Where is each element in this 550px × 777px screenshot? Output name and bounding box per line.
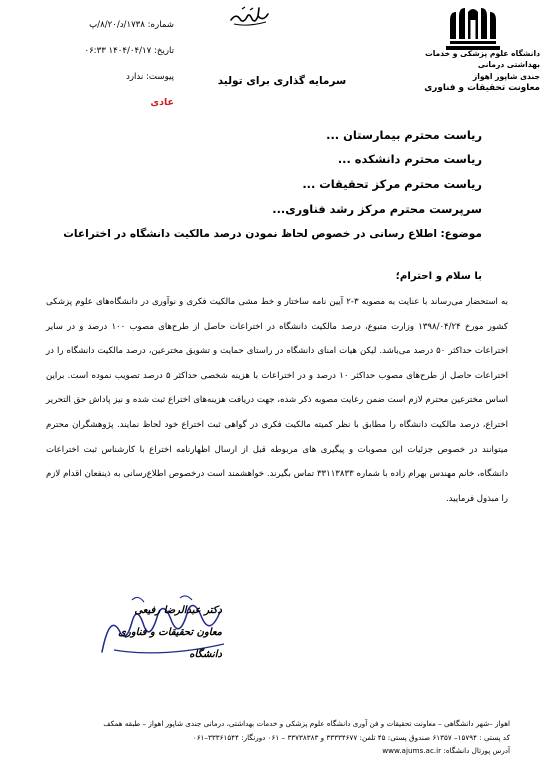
subject-text: اطلاع رسانی در خصوص لحاظ نمودن درصد مالکیت دانشگاه در اختراعات	[63, 228, 438, 240]
number-label: شماره:	[147, 20, 174, 30]
number-value: ۱۷۳۸/د/۸/۲۰/پ	[89, 20, 145, 30]
letter-attachment	[44, 64, 174, 90]
subject-label: موضوع:	[440, 228, 482, 240]
university-name-line2: جندی شاپور اهواز	[472, 71, 540, 81]
signatory-name: دکتر عبدالرضا رفیعی	[134, 605, 222, 616]
attachment-value: ندارد	[126, 72, 144, 82]
letter-date	[44, 38, 174, 64]
urgency-label: عادی	[150, 97, 174, 108]
recipient-line: ریاست محترم مرکز تحقیقات ...	[302, 177, 482, 191]
signatory-title: معاون تحقیقات و فناوری دانشگاه	[118, 627, 222, 660]
basmala-calligraphy	[228, 4, 272, 28]
subject-line	[63, 228, 482, 240]
footer-portal: آدرس پورتال دانشگاه: www.ajums.ac.ir	[382, 746, 510, 755]
letter-meta	[44, 12, 174, 116]
signature-block	[92, 600, 222, 666]
greeting: با سلام و احترام؛	[395, 271, 482, 282]
letter-body	[46, 290, 508, 511]
university-name-block	[390, 48, 540, 95]
attachment-label: پیوست:	[146, 72, 174, 82]
recipient-line: ریاست محترم دانشکده ...	[337, 152, 482, 166]
university-logo	[442, 6, 504, 52]
date-label: تاریخ:	[154, 46, 174, 56]
date-value: ۱۴۰۴/۰۴/۱۷ ۰۶:۳۳	[84, 46, 152, 56]
footer-contact: کد پستی : ۱۵۷۹۴– ۶۱۳۵۷ صندوق پستی: ۴۵ تلفن: ۳۳۳۳۴۶۷۷ و ۳۳۷۳۸۳۸۳ – ۰۶۱ دورنگار: ۳۳۳۶۱۵۴۴–۰۶۱	[192, 732, 510, 742]
footer-address: اهواز –شهر دانشگاهی – معاونت تحقیقات و فن آوری دانشگاه علوم پزشکی و خدمات بهداشتی، درمانی جندی شاپور اهواز – طبقه همکف	[103, 719, 510, 728]
slogan: سرمایه گذاری برای تولید	[217, 75, 347, 87]
university-name-line1: دانشگاه علوم پزشکی و خدمات بهداشتی درمانی	[425, 49, 540, 70]
recipient-line: سرپرست محترم مرکز رشد فناوری...	[272, 202, 482, 216]
body-paragraph: به استحضار می‌رساند با عنایت به مصوبه ۳-۲ آیین نامه ساختار و خط مشی مالکیت فکری و نوآوری در دانشگاه‌های علوم پزشکی کشور مورخ ۱۳۹۸/۰۴/۲۴ وزارت متبوع، درصد مالکیت دانشگاه در اختراعات حاصل از طرح‌های مصوب ۱۰۰ درصد و در سایر اختراعات حداکثر ۵۰ درصد می‌باشد. لیکن هیات امنای دانشگاه در راستای حمایت و تشویق مخترعین، درصد مالکیت دانشگاه را در اختراعات حاصل از طرح‌های مصوب حداکثر ۱۰ درصد و در اختراعات با هزینه شخصی حداکثر ۵ درصد تصویب نموده است. براین اساس مخترعین محترم لازم است ضمن رعایت مصوبه ذکر شده، جهت دریافت هزینه‌های اختراع ثبت شده و نیز پاداش حق التحریر اختراع، درصد مالکیت دانشگاه را مطابق با نظر کمیته مالکیت فکری در گواهی ثبت اختراع خود لحاظ نمایند. پژوهشگران محترم میتوانند در خصوص جزئیات این مصوبات و پیگیری های مربوطه قبل از ارسال اظهارنامه اختراع با کارشناس ثبت اختراعات دانشگاه، خانم مهندس بهرام زاده با شماره ۳۳۱۱۳۸۳۳ تماس بگیرند. خواهشمند است درخصوص اطلاع‌رسانی به ذینفعان اقدام لازم را مبذول فرمایید.	[46, 297, 509, 504]
footer	[40, 717, 510, 758]
recipient-line: ریاست محترم بیمارستان ...	[326, 128, 482, 142]
deputy-name: معاونت تحقیقات و فناوری	[424, 83, 540, 94]
letter-number	[44, 12, 174, 38]
